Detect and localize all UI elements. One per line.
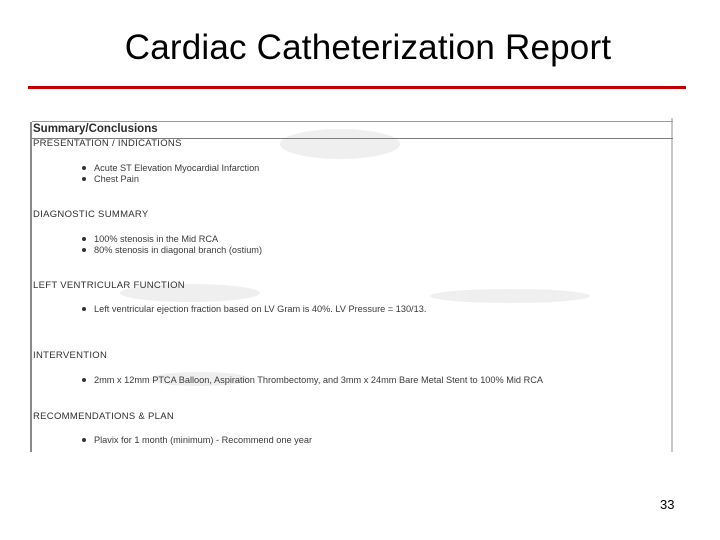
bullet-dot (82, 378, 86, 382)
bullet-dot (82, 166, 86, 170)
page-number: 33 (660, 497, 675, 512)
list-item-text: 80% stenosis in diagonal branch (ostium) (94, 245, 263, 255)
list-item-text: Chest Pain (94, 174, 139, 184)
scan-smudge (280, 129, 400, 159)
list-item-text: Plavix for 1 month (minimum) - Recommend one year (94, 435, 313, 445)
title-divider (28, 86, 686, 89)
scan-smudge (430, 289, 590, 303)
scanned-report (30, 114, 673, 452)
list-item (82, 163, 259, 173)
list-item-text: 2mm x 12mm PTCA Balloon, Aspiration Thrombectomy, and 3mm x 24mm Bare Metal Stent to 100% Mid RCA (94, 375, 543, 385)
list-item (82, 435, 312, 445)
list-item-text: Left ventricular ejection fraction based on LV Gram is 40%. LV Pressure = 130/13. (94, 304, 427, 314)
section-title-lv-function: LEFT VENTRICULAR FUNCTION (33, 280, 185, 291)
list-item-text: Acute ST Elevation Myocardial Infarction (94, 163, 260, 173)
list-item (82, 174, 139, 184)
section-title-intervention: INTERVENTION (33, 350, 108, 361)
bullet-dot (82, 307, 86, 311)
section-title-presentation: PRESENTATION / INDICATIONS (33, 138, 182, 149)
list-item-text: 100% stenosis in the Mid RCA (94, 234, 219, 244)
summary-heading: Summary/Conclusions (33, 123, 158, 135)
slide-title: Cardiac Catheterization Report (124, 28, 612, 67)
list-item (82, 375, 543, 385)
scan-edge-right (671, 118, 673, 452)
list-item (82, 304, 426, 314)
list-item (82, 234, 218, 244)
section-title-diagnostic: DIAGNOSTIC SUMMARY (33, 209, 149, 220)
bullet-dot (82, 248, 86, 252)
scan-top-line (32, 121, 673, 122)
bullet-dot (82, 438, 86, 442)
scan-edge-left (30, 122, 32, 452)
list-item (82, 245, 262, 255)
bullet-dot (82, 237, 86, 241)
section-title-recommendations: RECOMMENDATIONS & PLAN (33, 411, 175, 422)
bullet-dot (82, 177, 86, 181)
